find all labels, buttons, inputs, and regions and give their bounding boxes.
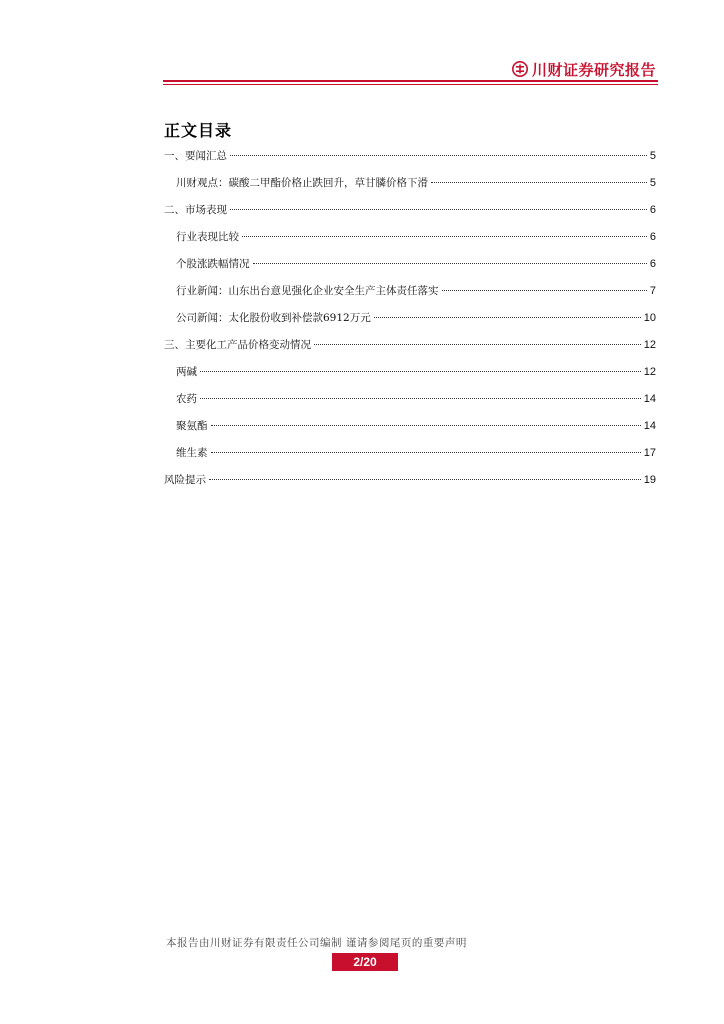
toc-leader-dots [230, 155, 647, 156]
toc-leader-dots [253, 263, 647, 264]
toc-entry-label: 个股涨跌幅情况 [176, 258, 250, 270]
toc-entry-1[interactable] [164, 148, 656, 164]
toc-entry-page: 5 [649, 150, 656, 162]
toc-entry-2[interactable] [176, 175, 656, 191]
toc-entry-page: 12 [643, 366, 656, 378]
toc-entry-page: 14 [643, 420, 656, 432]
page-indicator: 2/20 [332, 953, 398, 971]
toc-leader-dots [209, 479, 641, 480]
toc-entry-page: 12 [643, 339, 656, 351]
toc-leader-dots [211, 452, 641, 453]
toc-entry-label: 行业表现比较 [176, 231, 239, 243]
toc-entry-6[interactable] [176, 283, 656, 299]
toc-entry-5[interactable] [176, 256, 656, 272]
toc-leader-dots [374, 317, 641, 318]
toc-entry-10[interactable] [176, 391, 656, 407]
toc-leader-dots [200, 371, 641, 372]
toc-entry-page: 6 [649, 204, 656, 216]
toc-entry-page: 6 [649, 231, 656, 243]
toc-entry-label: 维生素 [176, 447, 208, 459]
toc-entry-label: 农药 [176, 393, 197, 405]
toc-entry-page: 6 [649, 258, 656, 270]
toc-entry-12[interactable] [176, 445, 656, 461]
toc-entry-4[interactable] [176, 229, 656, 245]
header-rule [163, 80, 658, 82]
toc-entry-9[interactable] [176, 364, 656, 380]
toc-entry-page: 7 [649, 285, 656, 297]
footer-disclaimer: 本报告由川财证券有限责任公司编制 谨请参阅尾页的重要声明 [166, 937, 467, 949]
toc-leader-dots [200, 398, 641, 399]
toc-entry-label: 川财观点：碳酸二甲酯价格止跌回升，草甘膦价格下滑 [176, 177, 428, 189]
chuancai-logo-icon [512, 61, 528, 77]
toc-entry-label: 行业新闻：山东出台意见强化企业安全生产主体责任落实 [176, 285, 439, 297]
toc-entry-label: 三、主要化工产品价格变动情况 [164, 339, 311, 351]
toc-entry-label: 风险提示 [164, 474, 206, 486]
toc-entry-page: 17 [643, 447, 656, 459]
toc-entry-page: 5 [649, 177, 656, 189]
toc-entry-3[interactable] [164, 202, 656, 218]
toc-entry-page: 10 [643, 312, 656, 324]
toc-leader-dots [211, 425, 641, 426]
header-brand: 川财证券研究报告 [532, 61, 657, 79]
toc-entry-label: 一、要闻汇总 [164, 150, 227, 162]
toc-leader-dots [242, 236, 647, 237]
toc-leader-dots [431, 182, 647, 183]
toc-leader-dots [314, 344, 641, 345]
toc-leader-dots [230, 209, 647, 210]
toc-title: 正文目录 [164, 121, 233, 140]
toc-entry-7[interactable] [176, 310, 656, 326]
toc-entry-page: 19 [643, 474, 656, 486]
toc-entry-11[interactable] [176, 418, 656, 434]
toc-entry-label: 公司新闻：太化股份收到补偿款6912万元 [176, 312, 371, 324]
toc-entry-label: 聚氨酯 [176, 420, 208, 432]
toc-entry-13[interactable] [164, 472, 656, 488]
toc-entry-page: 14 [643, 393, 656, 405]
header-rule-thin [163, 84, 658, 85]
toc-entry-label: 二、市场表现 [164, 204, 227, 216]
toc-leader-dots [442, 290, 647, 291]
toc-entry-8[interactable] [164, 337, 656, 353]
toc-entry-label: 两碱 [176, 366, 197, 378]
